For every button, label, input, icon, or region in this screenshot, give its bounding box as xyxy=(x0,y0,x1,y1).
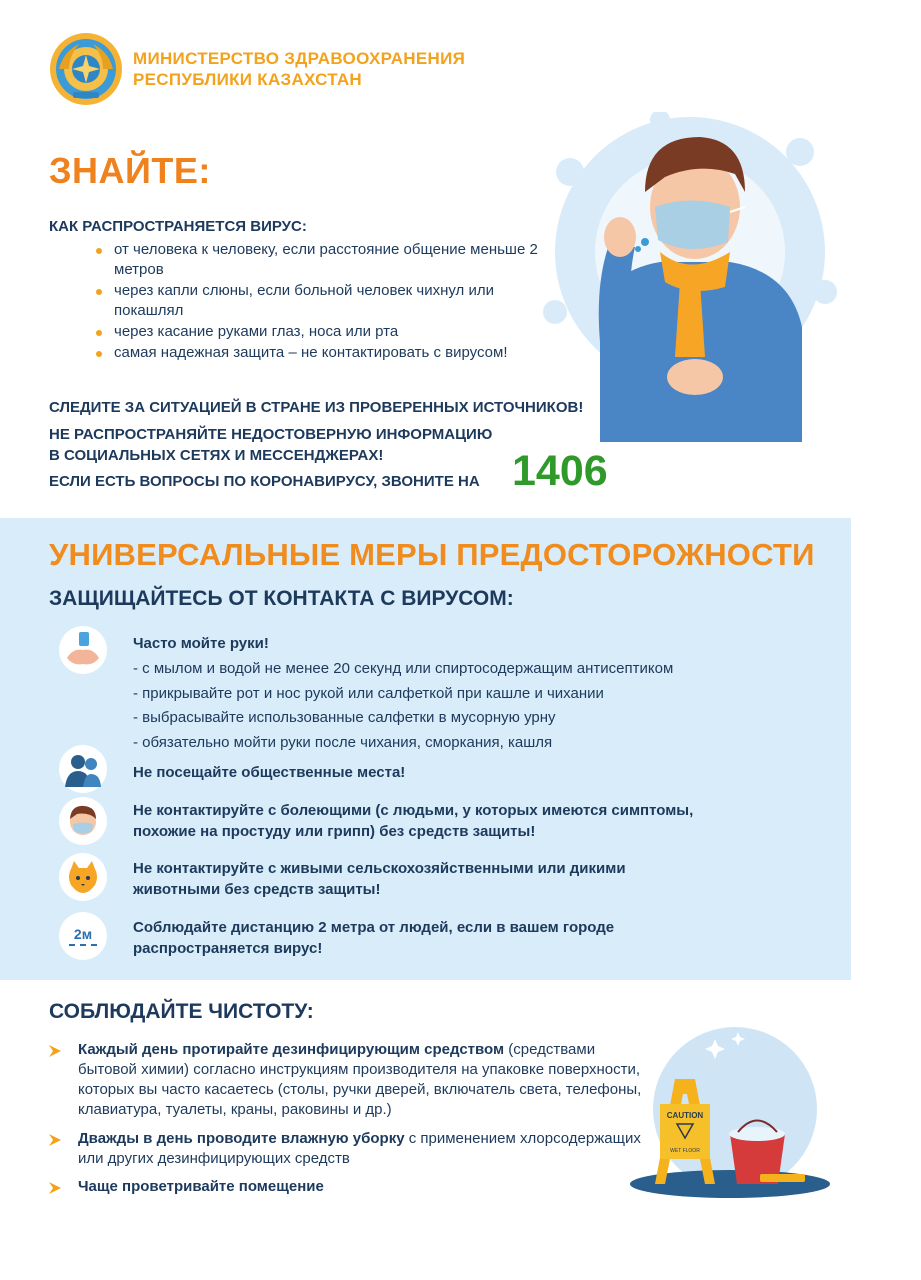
distance-icon xyxy=(59,912,107,960)
cleaning-illustration xyxy=(620,1024,840,1214)
dont-spread-warning xyxy=(49,424,492,466)
animals-line-2: животными без средств защиты! xyxy=(133,881,381,898)
questions-text: ЕСЛИ ЕСТЬ ВОПРОСЫ ПО КОРОНАВИРУСУ, ЗВОНИТЕ НА xyxy=(49,473,480,490)
animals-text xyxy=(133,858,773,900)
sick-contact-line-1: Не контактируйте с болеющими (с людьми, у которых имеются симптомы, xyxy=(133,802,694,819)
chevron-right-icon xyxy=(48,1133,62,1147)
clean-item-3-bold: Чаще проветривайте помещение xyxy=(78,1178,324,1195)
ministry-line-1: МИНИСТЕРСТВО ЗДРАВООХРАНЕНИЯ xyxy=(133,49,466,68)
kazakhstan-emblem-icon xyxy=(49,32,123,106)
list-item: через касание руками глаз, носа или рта xyxy=(96,322,546,342)
distance-line xyxy=(69,944,97,946)
chevron-right-icon xyxy=(48,1181,62,1195)
sick-person-icon xyxy=(59,797,107,845)
sick-contact-text xyxy=(133,800,773,842)
wash-item: - выбрасывайте использованные салфетки в мусорную урну xyxy=(133,709,556,726)
clean-title: СОБЛЮДАЙТЕ ЧИСТОТУ: xyxy=(49,1000,314,1023)
animals-line-1: Не контактируйте с живыми сельскохозяйственными или дикими xyxy=(133,860,626,877)
clean-item-1-bold: Каждый день протирайте дезинфицирующим средством xyxy=(78,1041,505,1058)
clean-item-1 xyxy=(78,1040,643,1120)
dont-spread-line-2: В СОЦИАЛЬНЫХ СЕТЯХ И МЕССЕНДЖЕРАХ! xyxy=(49,447,384,464)
clean-item-3 xyxy=(78,1177,643,1197)
dont-spread-line-1: НЕ РАСПРОСТРАНЯЙТЕ НЕДОСТОВЕРНУЮ ИНФОРМАЦИЮ xyxy=(49,426,493,443)
distance-line-2: распространяется вирус! xyxy=(133,940,323,957)
clean-item-2 xyxy=(78,1129,643,1169)
protect-title: ЗАЩИЩАЙТЕСЬ ОТ КОНТАКТА С ВИРУСОМ: xyxy=(49,587,514,610)
ministry-name xyxy=(133,48,465,90)
distance-icon-label: 2м xyxy=(73,925,93,942)
clean-item-1-rest: (средствами бытовой химии) согласно инструкциям производителя на упаковке поверхности, которых вы часто касаетесь (столы, ручки дверей, включатель света, телефоны, клавиатура, туалеты, краны, раковины и др.) xyxy=(78,1041,642,1118)
spread-list xyxy=(96,240,546,364)
distance-line-1: Соблюдайте дистанцию 2 метра от людей, если в вашем городе xyxy=(133,919,615,936)
spread-heading: КАК РАСПРОСТРАНЯЕТСЯ ВИРУС: xyxy=(49,218,307,235)
clean-item-2-bold: Дважды в день проводите влажную уборку xyxy=(78,1130,405,1147)
know-title: ЗНАЙТЕ: xyxy=(49,150,211,191)
wash-item: - обязательно мойти руки после чихания, сморкания, кашля xyxy=(133,734,553,751)
measures-title: УНИВЕРСАЛЬНЫЕ МЕРЫ ПРЕДОСТОРОЖНОСТИ xyxy=(49,537,815,572)
follow-warning: СЛЕДИТЕ ЗА СИТУАЦИЕЙ В СТРАНЕ ИЗ ПРОВЕРЕННЫХ ИСТОЧНИКОВ! xyxy=(49,399,584,416)
clean-item-2-rest: с применением хлорсодержащих или других дезинфицирующих средств xyxy=(78,1130,641,1167)
chevron-right-icon xyxy=(48,1044,62,1058)
caution-sign-text: CAUTION xyxy=(666,1111,704,1120)
public-places-text: Не посещайте общественные места! xyxy=(133,764,406,781)
ministry-line-2: РЕСПУБЛИКИ КАЗАХСТАН xyxy=(133,70,363,89)
sneezing-man-illustration xyxy=(540,112,840,442)
wash-item: - с мылом и водой не менее 20 секунд или спиртосодержащим антисептиком xyxy=(133,660,674,677)
wet-floor-sign-text: WET FLOOR xyxy=(670,1148,700,1154)
sick-contact-line-2: похожие на простуду или грипп) без средств защиты! xyxy=(133,823,536,840)
list-item: самая надежная защита – не контактировать с вирусом! xyxy=(96,343,546,363)
list-item: от человека к человеку, если расстояние общение меньше 2 метров xyxy=(96,240,546,280)
list-item: через капли слюны, если больной человек чихнул или покашлял xyxy=(96,281,546,321)
distance-text xyxy=(133,917,773,959)
wash-hands-title: Часто мойте руки! xyxy=(133,635,269,652)
hand-wash-icon xyxy=(59,626,107,674)
animal-icon xyxy=(59,853,107,901)
people-icon xyxy=(59,745,107,793)
wash-item: - прикрывайте рот и нос рукой или салфеткой при кашле и чихании xyxy=(133,685,604,702)
hotline-number: 1406 xyxy=(512,447,608,495)
